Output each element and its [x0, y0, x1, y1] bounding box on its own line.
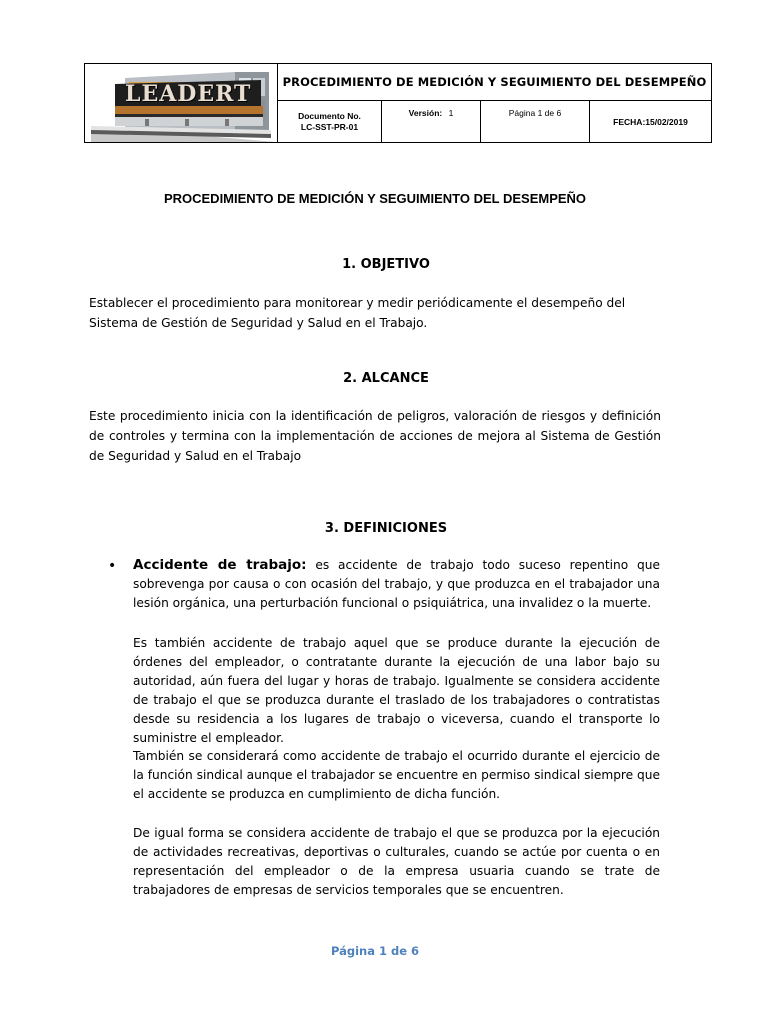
- version-cell: [382, 101, 481, 142]
- definition-term: Accidente de trabajo:: [133, 557, 307, 573]
- document-title: PROCEDIMIENTO DE MEDICIÓN Y SEGUIMIENTO DEL DESEMPEÑO: [163, 191, 587, 206]
- version-value: 1: [448, 108, 454, 118]
- document-header-table: [84, 63, 712, 143]
- objetivo-text: [89, 293, 661, 333]
- definition-paragraph-3: También se considerará como accidente de trabajo el ocurrido durante el ejercicio de la función sindical aunque el trabajador se encuentre en permiso sindical siempre que el accidente se produzca en cumplimiento de dicha función.: [133, 749, 661, 801]
- document-number-label: Documento No.: [298, 111, 361, 121]
- header-title: PROCEDIMIENTO DE MEDICIÓN Y SEGUIMIENTO DEL DESEMPEÑO: [278, 64, 711, 101]
- definition-paragraph-2: Es también accidente de trabajo aquel que se produce durante la ejecución de órdenes del empleador, o contratante durante la ejecución de una labor bajo su autoridad, aún fuera del lugar y horas de trabajo. Igualmente se considera accidente de trabajo el que se produzca durante el traslado de los trabajadores o contratistas desde su residencia a los lugares de trabajo o viceversa, cuando el transporte lo suministre el empleador.: [133, 636, 660, 745]
- page-footer: Página 1 de 6: [330, 944, 420, 958]
- page-cell: Página 1 de 6: [481, 101, 590, 142]
- section-heading-objetivo: 1. OBJETIVO: [342, 257, 430, 272]
- objetivo-line-1: Establecer el procedimiento para monitorear y medir periódicamente el desempeño del: [89, 296, 626, 310]
- document-number-cell: [278, 101, 382, 142]
- section-heading-definiciones: 3. DEFINICIONES: [324, 521, 448, 536]
- logo-wordmark: LEADERT: [125, 81, 252, 107]
- definition-text: es accidente de trabajo todo suceso repentino que sobrevenga por causa o con ocasión del trabajo, y que produzca en el trabajador una lesión orgánica, una perturbación funcional o psiquiátrica, una invalidez o la muerte.: [133, 558, 660, 610]
- definition-paragraph-4: De igual forma se considera accidente de trabajo el que se produzca por la ejecución de actividades recreativas, deportivas o culturales, cuando se actúe por cuenta o en representación del empleador o de la empresa usuaria cuando se trate de trabajadores de empresas de servicios temporales que se encuentren.: [133, 826, 660, 897]
- version-label: Versión:: [408, 108, 443, 118]
- company-logo: [85, 64, 278, 142]
- alcance-text: Este procedimiento inicia con la identificación de peligros, valoración de riesgos y definición de controles y termina con la implementación de acciones de mejora al Sistema de Gestión de Seguridad y Salud en el Trabajo: [89, 409, 661, 463]
- document-number-value: LC-SST-PR-01: [300, 122, 359, 132]
- definition-accidente-de-trabajo: [133, 556, 660, 613]
- date-cell: FECHA:15/02/2019: [613, 116, 688, 127]
- objetivo-line-2: Sistema de Gestión de Seguridad y Salud en el Trabajo.: [89, 316, 428, 330]
- bullet-marker: •: [108, 558, 117, 574]
- section-heading-alcance: 2. ALCANCE: [343, 371, 429, 386]
